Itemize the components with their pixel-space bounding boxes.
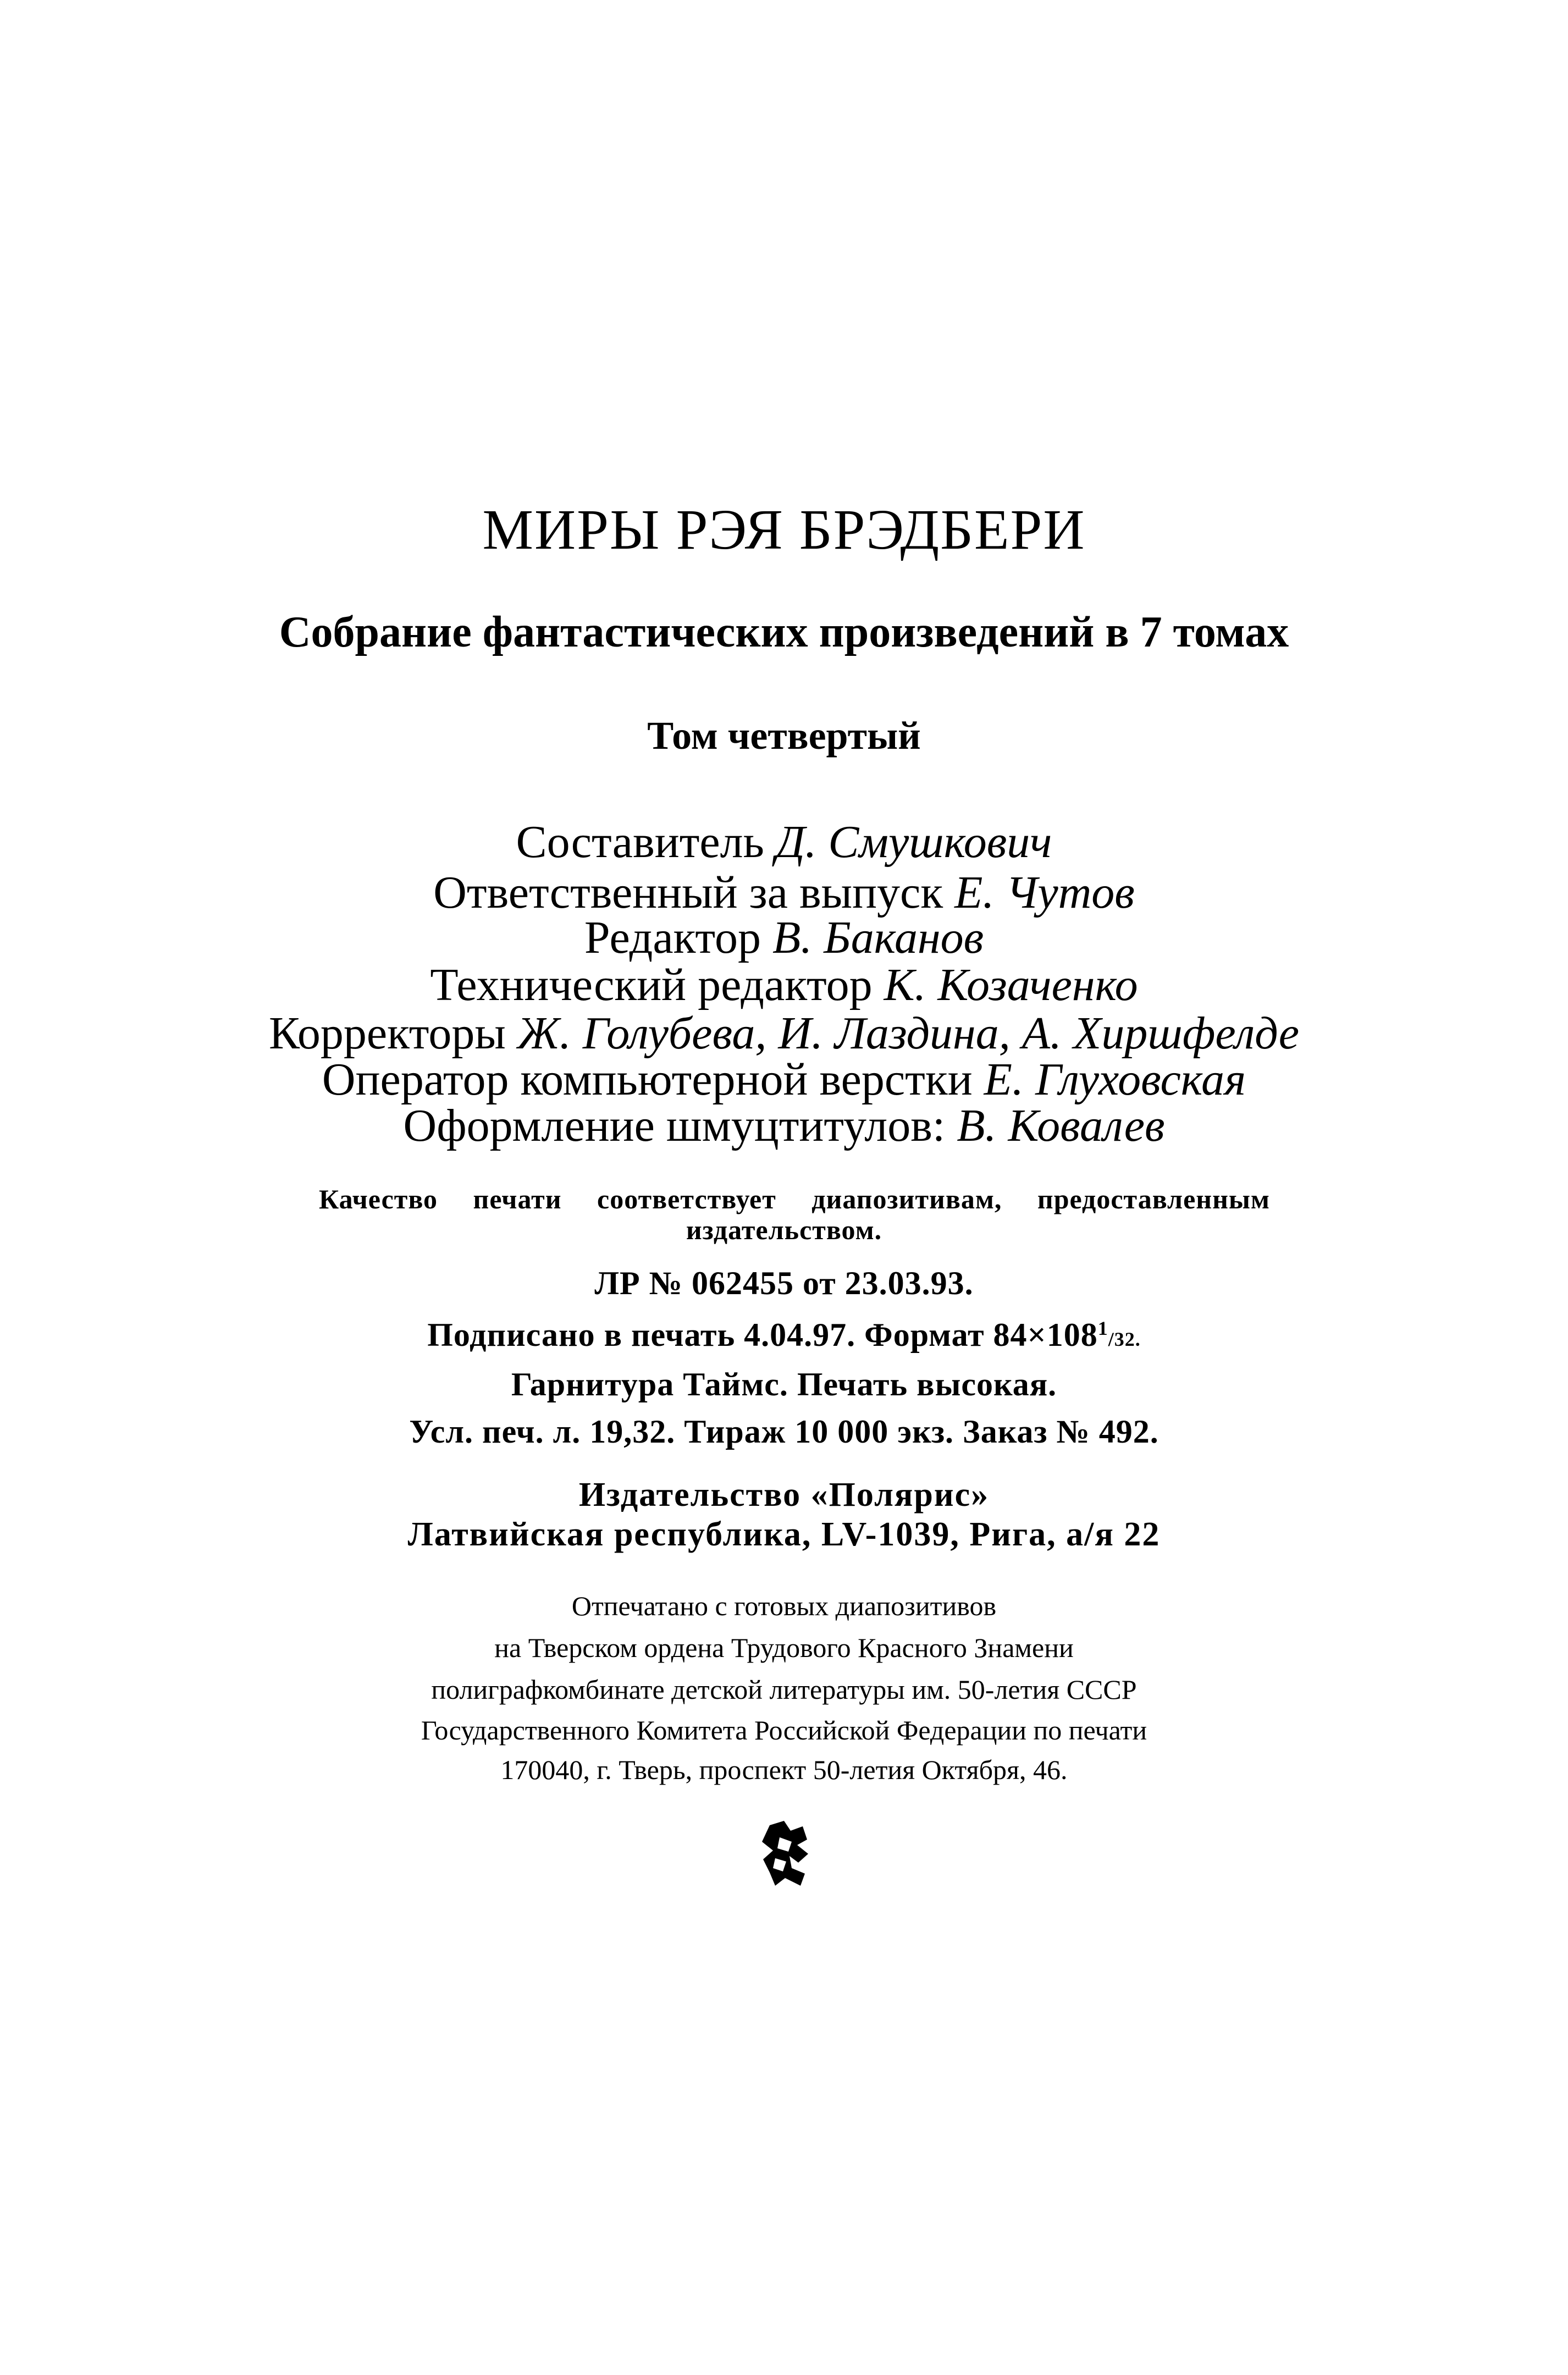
credit-person: В. Баканов [772, 912, 984, 963]
volume-label: Том четвертый [647, 714, 921, 758]
credit-layout-operator [0, 1054, 1568, 1105]
credit-responsible [0, 867, 1568, 918]
credit-role: Корректоры [268, 1008, 517, 1059]
printer-line: на Тверском ордена Трудового Красного Знамени [494, 1632, 1074, 1663]
printer-logo-icon [759, 1821, 811, 1887]
credit-proofreaders [0, 1010, 1568, 1057]
collection-subtitle: Собрание фантастических произведений в 7 томах [279, 608, 1289, 656]
printer-line: 170040, г. Тверь, проспект 50-летия Октября, 46. [500, 1754, 1068, 1785]
credit-person: Е. Чутов [954, 867, 1135, 918]
credit-role: Редактор [584, 912, 772, 963]
credit-tech-editor [0, 959, 1568, 1010]
signed-format [0, 1318, 1568, 1351]
credit-person: В. Ковалев [957, 1100, 1165, 1151]
credit-role: Ответственный за выпуск [433, 867, 955, 918]
quality-note-line-2: издательством. [686, 1214, 882, 1245]
signed-format-text: Подписано в печать 4.04.97. Формат 84×108 [427, 1317, 1098, 1353]
printer-line: Отпечатано с готовых диапозитивов [571, 1590, 997, 1621]
credit-person: Е. Глуховская [984, 1054, 1246, 1105]
publisher-name: Издательство «Полярис» [578, 1476, 990, 1514]
printer-line: Государственного Комитета Российской Федерации по печати [421, 1715, 1147, 1746]
format-fraction-numerator: 1 [1097, 1317, 1108, 1339]
print-run-info: Усл. печ. л. 19,32. Тираж 10 000 экз. Заказ № 492. [409, 1413, 1159, 1450]
credit-role: Составитель [516, 816, 776, 868]
credit-design [0, 1100, 1568, 1151]
format-fraction-denominator: /32. [1108, 1328, 1141, 1350]
credit-role: Технический редактор [430, 959, 884, 1010]
publisher-address: Латвийская республика, LV-1039, Рига, а/я 22 [407, 1516, 1161, 1553]
credit-role: Оформление шмуцтитулов: [403, 1100, 957, 1151]
typeface-info: Гарнитура Таймс. Печать высокая. [511, 1366, 1057, 1402]
series-title: МИРЫ РЭЯ БРЭДБЕРИ [482, 498, 1086, 561]
credit-role: Оператор компьютерной верстки [322, 1054, 984, 1105]
credit-person: К. Козаченко [884, 959, 1138, 1010]
printer-line: полиграфкомбинате детской литературы им. 50-летия СССР [431, 1674, 1137, 1705]
quality-note-line-1: Качество печати соответствует диапозитивам, предоставленным [319, 1184, 1270, 1214]
credit-compiler [0, 816, 1568, 868]
license-number: ЛР № 062455 от 23.03.93. [594, 1265, 974, 1301]
credit-person: Ж. Голубева, И. Лаздина, А. Хиршфелде [517, 1008, 1300, 1059]
credit-person: Д. Смушкович [775, 816, 1052, 868]
credit-editor [0, 912, 1568, 963]
